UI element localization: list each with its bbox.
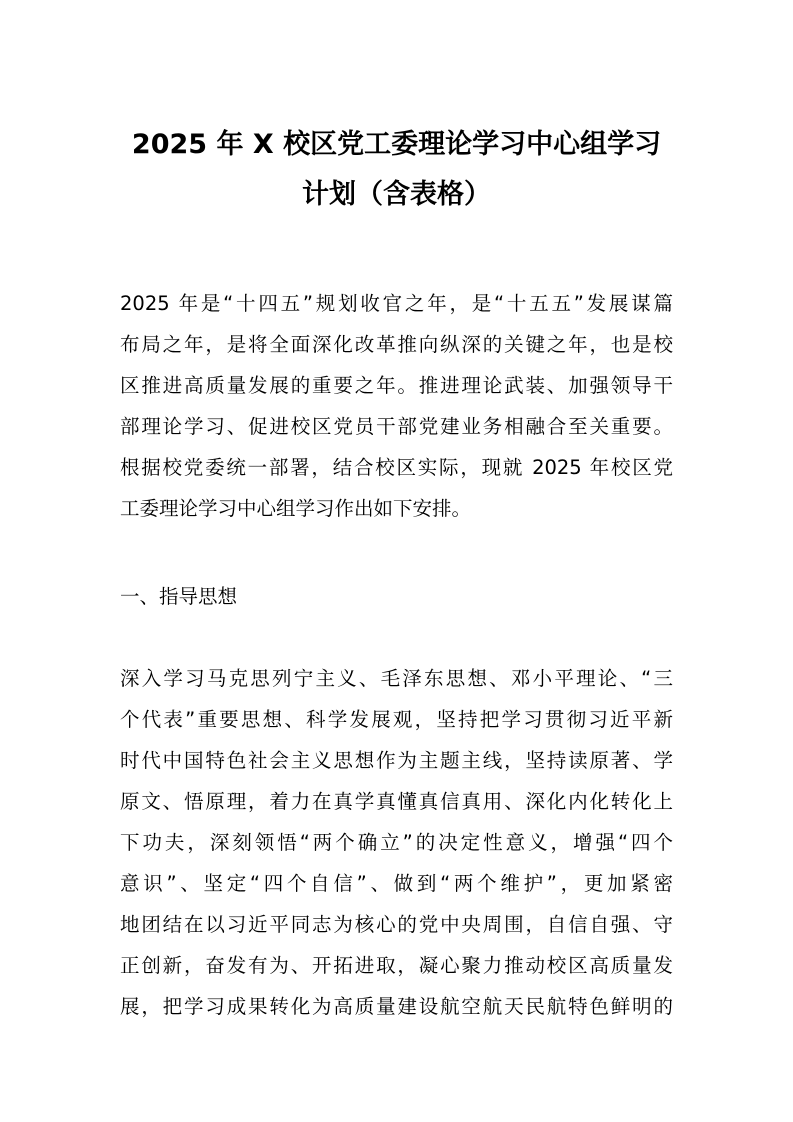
- section1-line-1: 深入学习马克思列宁主义、毛泽东思想、邓小平理论、“三: [120, 667, 673, 690]
- section1-line-2: 个代表”重要思想、科学发展观，坚持把学习贯彻习近平新: [120, 708, 673, 731]
- intro-line-6: 工委理论学习中心组学习作出如下安排。: [120, 497, 472, 520]
- section1-line-3: 时代中国特色社会主义思想作为主题主线，坚持读原著、学: [120, 749, 673, 772]
- intro-line-3: 区推进高质量发展的重要之年。推进理论武装、加强领导干: [120, 374, 673, 397]
- section1-line-5: 下功夫，深刻领悟“两个确立”的决定性意义，增强“四个: [120, 831, 673, 854]
- section-heading-guiding-thought: 一、指导思想: [120, 585, 238, 608]
- section1-line-6: 意识”、坚定“四个自信”、做到“两个维护”，更加紧密: [120, 872, 673, 895]
- intro-line-5: 根据校党委统一部署，结合校区实际，现就 2025 年校区党: [120, 456, 673, 479]
- section1-line-7: 地团结在以习近平同志为核心的党中央周围，自信自强、守: [120, 913, 673, 936]
- intro-line-1: 2025 年是“十四五”规划收官之年，是“十五五”发展谋篇: [120, 292, 673, 315]
- section1-line-8: 正创新，奋发有为、开拓进取，凝心聚力推动校区高质量发: [120, 954, 673, 977]
- document-title-line-2: 计划（含表格）: [302, 179, 491, 210]
- intro-line-2: 布局之年，是将全面深化改革推向纵深的关键之年，也是校: [120, 333, 673, 356]
- document-title-line-1: 2025 年 X 校区党工委理论学习中心组学习: [131, 129, 662, 160]
- section1-line-9: 展，把学习成果转化为高质量建设航空航天民航特色鲜明的: [120, 995, 673, 1018]
- intro-line-4: 部理论学习、促进校区党员干部党建业务相融合至关重要。: [120, 415, 673, 438]
- section1-line-4: 原文、悟原理，着力在真学真懂真信真用、深化内化转化上: [120, 790, 673, 813]
